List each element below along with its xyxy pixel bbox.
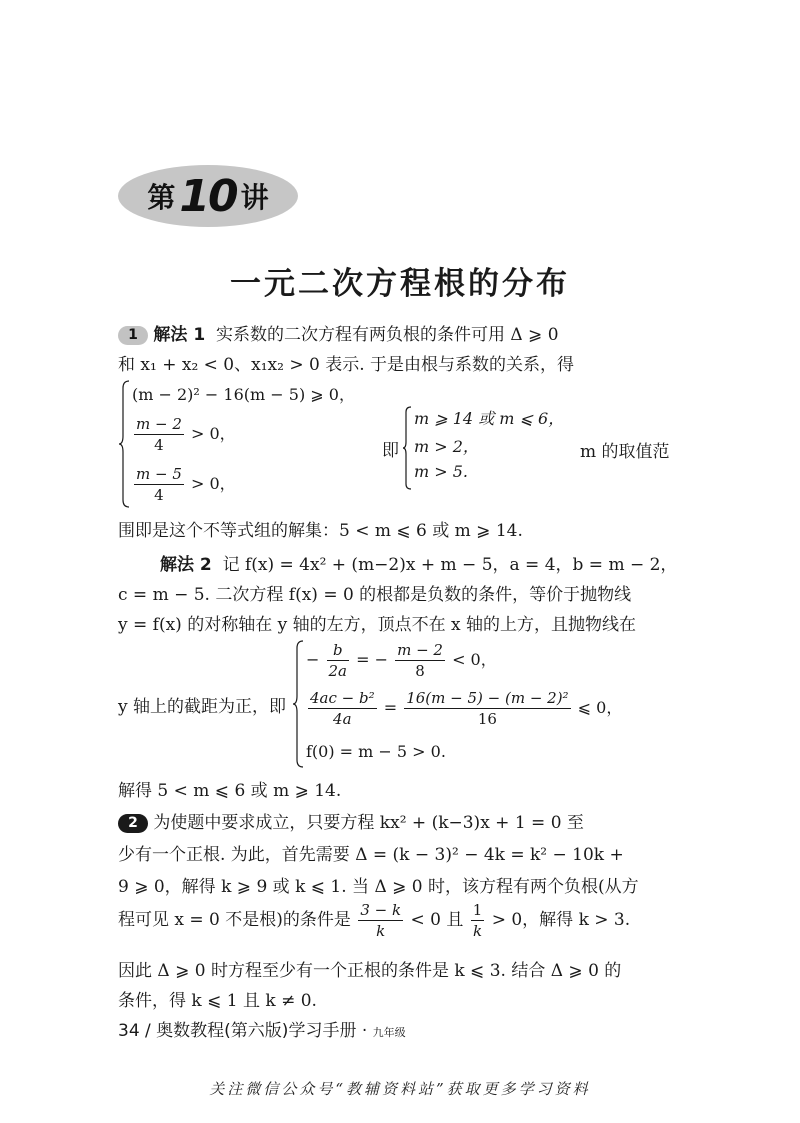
left-brace-icon [402,406,412,490]
method-1-label: 解法 1 [153,325,206,345]
p1-line-after: 围即是这个不等式组的解集：5 < m ⩽ 6 或 m ⩾ 14. [118,521,523,541]
watermark-text: 关注微信公众号“教辅资料站”获取更多学习资料 [209,1080,591,1098]
problem-2-badge: 2 [118,814,148,833]
ji-label: 即 [382,441,399,461]
sys3-row3: f(0) = m − 5 > 0. [306,742,446,761]
p2-line1 [160,550,684,575]
p3-text-5: 因此 Δ ⩾ 0 时方程至少有一个正根的条件是 k ⩽ 3. 结合 Δ ⩾ 0 的 [118,961,622,981]
p3-line4: 程可见 x = 0 不是根)的条件是 $\frac{3 - k}{k}$ < 0 且 $\frac{1}{k}$ > 0，解得 k > 3. [118,901,631,940]
p2-result: 解得 5 < m ⩽ 6 或 m ⩾ 14. [118,781,342,801]
inequality-system-1 [118,378,378,512]
left-brace-icon [118,380,130,508]
lecture-badge [118,165,298,227]
grade-label: 九年级 [372,1026,406,1039]
inequality-system-3 [292,638,692,770]
sys1-row2: $\frac{m - 2}{4}$ > 0， [136,415,236,454]
p1-text-2: 和 x₁ + x₂ < 0、x₁x₂ > 0 表示. 于是由根与系数的关系，得 [118,355,575,375]
p1-line1 [118,320,684,345]
page-footer [118,1016,406,1041]
range-text: m 的取值范 [580,442,670,462]
page-title: 一元二次方程根的分布 [230,266,570,302]
p2-text-1: 记 f(x) = 4x² + (m−2)x + m − 5，a = 4，b = m − 2， [222,555,678,575]
p3-text-3: 9 ⩾ 0，解得 k ⩾ 9 或 k ⩽ 1. 当 Δ ⩾ 0 时，该方程有两个负根(从方 [118,877,639,897]
p3-line1 [118,808,684,833]
p3-text-6: 条件，得 k ⩽ 1 且 k ≠ 0. [118,991,317,1011]
p2-text-2: c = m − 5. 二次方程 f(x) = 0 的根都是负数的条件，等价于抛物线 [118,585,632,605]
p2-lead: y 轴上的截距为正，即 [118,697,287,717]
sys1-row1: (m − 2)² − 16(m − 5) ⩾ 0， [132,385,355,404]
lecture-suffix: 讲 [240,181,269,214]
p3-text-1: 为使题中要求成立，只要方程 kx² + (k−3)x + 1 = 0 至 [153,813,584,833]
sys1-row3: $\frac{m - 5}{4}$ > 0， [136,465,236,504]
book-title: / 奥数教程(第六版)学习手册 · [145,1021,368,1041]
left-brace-icon [292,640,304,768]
problem-1-badge: 1 [118,326,148,345]
p3-text-2: 少有一个正根. 为此，首先需要 Δ = (k − 3)² − 4k = k² − 10k + [118,845,624,865]
lecture-prefix: 第 [147,181,176,214]
inequality-system-2 [382,406,582,490]
method-2-label: 解法 2 [160,555,212,575]
page-number: 34 [118,1021,140,1041]
sys2-row2: m > 2， [414,437,479,456]
p2-text-3: y = f(x) 的对称轴在 y 轴的左方，顶点不在 x 轴的上方，且抛物线在 [118,615,637,635]
lecture-number: 10 [179,170,237,222]
sys2-row1: m ⩾ 14 或 m ⩽ 6， [414,409,565,428]
sys3-row2: $\frac{\text{4ac − b²}}{4a}$ = $\frac{\text{16(m − 5) − (m − 2)²}}{16}$ ⩽ 0， [310,689,623,728]
p1-text-1: 实系数的二次方程有两负根的条件可用 Δ ⩾ 0 [215,325,559,345]
sys3-row1: − $\frac{b}{2a}$ = − $\frac{m - 2}{8}$ < 0， [306,641,497,680]
sys2-row3: m > 5. [414,462,469,481]
